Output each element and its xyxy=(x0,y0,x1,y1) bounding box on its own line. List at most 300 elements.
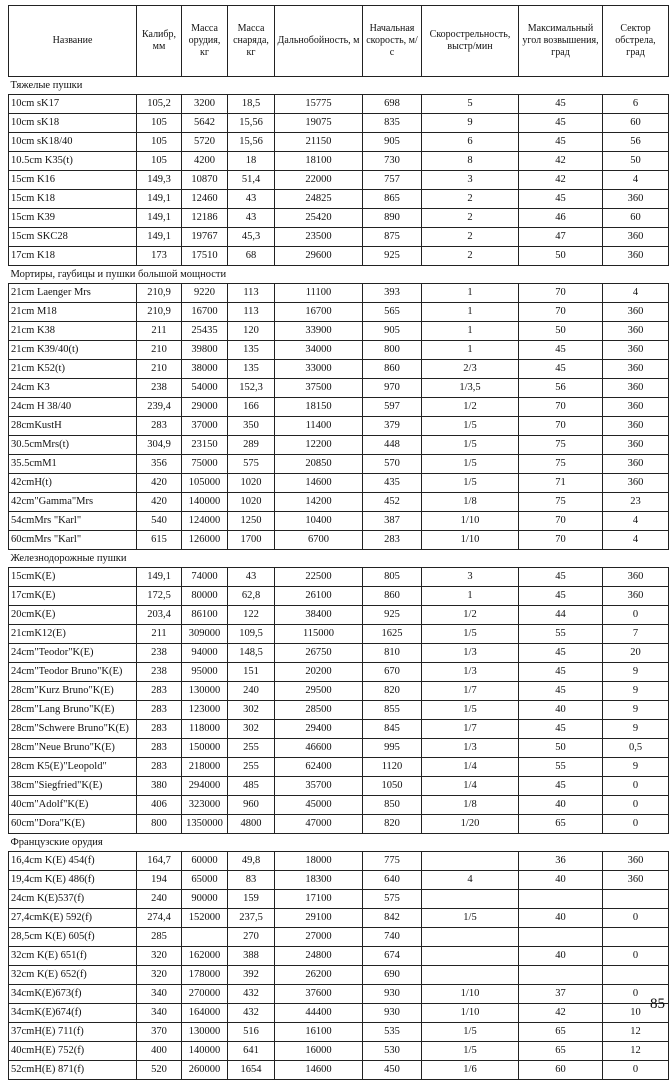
value-cell: 126000 xyxy=(182,531,228,550)
value-cell: 105 xyxy=(137,152,182,171)
value-cell: 820 xyxy=(363,682,422,701)
value-cell: 45 xyxy=(519,682,603,701)
value-cell: 11100 xyxy=(275,284,363,303)
value-cell: 0 xyxy=(603,777,669,796)
value-cell: 9220 xyxy=(182,284,228,303)
value-cell: 25435 xyxy=(182,322,228,341)
value-cell: 1/3 xyxy=(422,663,519,682)
value-cell: 22500 xyxy=(275,568,363,587)
value-cell: 865 xyxy=(363,190,422,209)
value-cell: 835 xyxy=(363,114,422,133)
value-cell: 18 xyxy=(228,152,275,171)
value-cell: 240 xyxy=(228,682,275,701)
table-row xyxy=(9,152,669,171)
value-cell: 2 xyxy=(422,190,519,209)
gun-name-cell: 28,5cm K(E) 605(f) xyxy=(9,928,137,947)
value-cell: 18150 xyxy=(275,398,363,417)
table-row xyxy=(9,474,669,493)
value-cell: 14200 xyxy=(275,493,363,512)
value-cell: 340 xyxy=(137,985,182,1004)
value-cell: 1/20 xyxy=(422,815,519,834)
value-cell: 2/3 xyxy=(422,360,519,379)
gun-name-cell: 17cmK(E) xyxy=(9,587,137,606)
value-cell: 452 xyxy=(363,493,422,512)
gun-name-cell: 21cm K38 xyxy=(9,322,137,341)
value-cell: 890 xyxy=(363,209,422,228)
value-cell: 194 xyxy=(137,871,182,890)
value-cell: 1/5 xyxy=(422,909,519,928)
value-cell: 1/5 xyxy=(422,417,519,436)
value-cell: 43 xyxy=(228,568,275,587)
value-cell: 95000 xyxy=(182,663,228,682)
value-cell: 19767 xyxy=(182,228,228,247)
section-title: Тяжелые пушки xyxy=(9,77,669,95)
value-cell: 17100 xyxy=(275,890,363,909)
value-cell: 14600 xyxy=(275,474,363,493)
value-cell: 44400 xyxy=(275,1004,363,1023)
value-cell: 0 xyxy=(603,606,669,625)
value-cell: 304,9 xyxy=(137,436,182,455)
value-cell: 74000 xyxy=(182,568,228,587)
value-cell: 60000 xyxy=(182,852,228,871)
gun-name-cell: 24cm K(E)537(f) xyxy=(9,890,137,909)
value-cell: 151 xyxy=(228,663,275,682)
page-number: 85 xyxy=(650,996,665,1012)
value-cell xyxy=(182,928,228,947)
value-cell: 1/5 xyxy=(422,436,519,455)
gun-name-cell: 21cm K39/40(t) xyxy=(9,341,137,360)
value-cell xyxy=(422,890,519,909)
value-cell: 16100 xyxy=(275,1023,363,1042)
value-cell: 26200 xyxy=(275,966,363,985)
column-header: Начальная скорость, м/с xyxy=(363,6,422,77)
value-cell: 70 xyxy=(519,417,603,436)
value-cell: 33900 xyxy=(275,322,363,341)
value-cell: 16700 xyxy=(182,303,228,322)
value-cell: 320 xyxy=(137,966,182,985)
value-cell: 1700 xyxy=(228,531,275,550)
table-row xyxy=(9,644,669,663)
value-cell: 56 xyxy=(603,133,669,152)
table-row xyxy=(9,190,669,209)
value-cell: 75000 xyxy=(182,455,228,474)
value-cell: 6700 xyxy=(275,531,363,550)
gun-name-cell: 32cm K(E) 652(f) xyxy=(9,966,137,985)
value-cell: 270000 xyxy=(182,985,228,1004)
value-cell: 159 xyxy=(228,890,275,909)
gun-name-cell: 10cm sK18 xyxy=(9,114,137,133)
table-row xyxy=(9,531,669,550)
table-row xyxy=(9,247,669,266)
value-cell: 118000 xyxy=(182,720,228,739)
value-cell: 149,1 xyxy=(137,209,182,228)
value-cell: 172,5 xyxy=(137,587,182,606)
table-row xyxy=(9,966,669,985)
gun-name-cell: 52cmH(E) 871(f) xyxy=(9,1061,137,1080)
value-cell: 360 xyxy=(603,587,669,606)
table-row xyxy=(9,228,669,247)
value-cell: 149,3 xyxy=(137,171,182,190)
gun-name-cell: 24cm K3 xyxy=(9,379,137,398)
value-cell: 360 xyxy=(603,455,669,474)
value-cell: 65000 xyxy=(182,871,228,890)
value-cell: 930 xyxy=(363,985,422,1004)
gun-name-cell: 37cmH(E) 711(f) xyxy=(9,1023,137,1042)
value-cell: 173 xyxy=(137,247,182,266)
gun-name-cell: 21cmK12(E) xyxy=(9,625,137,644)
value-cell: 60 xyxy=(519,1061,603,1080)
value-cell: 42 xyxy=(519,152,603,171)
table-row xyxy=(9,1004,669,1023)
table-row xyxy=(9,720,669,739)
table-row xyxy=(9,171,669,190)
value-cell: 70 xyxy=(519,303,603,322)
value-cell: 50 xyxy=(519,247,603,266)
value-cell: 2 xyxy=(422,228,519,247)
value-cell: 855 xyxy=(363,701,422,720)
value-cell: 65 xyxy=(519,1042,603,1061)
value-cell: 570 xyxy=(363,455,422,474)
value-cell: 9 xyxy=(422,114,519,133)
value-cell: 18100 xyxy=(275,152,363,171)
value-cell: 37000 xyxy=(182,417,228,436)
value-cell: 283 xyxy=(137,417,182,436)
value-cell: 238 xyxy=(137,663,182,682)
value-cell: 5720 xyxy=(182,133,228,152)
value-cell: 44 xyxy=(519,606,603,625)
value-cell: 356 xyxy=(137,455,182,474)
table-body xyxy=(9,77,669,1080)
value-cell: 115000 xyxy=(275,625,363,644)
value-cell: 400 xyxy=(137,1042,182,1061)
value-cell: 9 xyxy=(603,701,669,720)
value-cell: 850 xyxy=(363,796,422,815)
value-cell: 65 xyxy=(519,1023,603,1042)
value-cell: 15775 xyxy=(275,95,363,114)
value-cell: 860 xyxy=(363,587,422,606)
table-row xyxy=(9,568,669,587)
value-cell: 50 xyxy=(603,152,669,171)
value-cell: 135 xyxy=(228,341,275,360)
value-cell: 845 xyxy=(363,720,422,739)
column-header: Масса снаряда, кг xyxy=(228,6,275,77)
value-cell: 387 xyxy=(363,512,422,531)
value-cell: 535 xyxy=(363,1023,422,1042)
value-cell: 432 xyxy=(228,1004,275,1023)
value-cell: 9 xyxy=(603,682,669,701)
value-cell: 113 xyxy=(228,303,275,322)
value-cell: 45 xyxy=(519,587,603,606)
value-cell: 283 xyxy=(137,720,182,739)
value-cell: 260000 xyxy=(182,1061,228,1080)
value-cell: 12460 xyxy=(182,190,228,209)
value-cell: 29000 xyxy=(182,398,228,417)
value-cell: 1 xyxy=(422,322,519,341)
value-cell: 283 xyxy=(137,758,182,777)
value-cell: 29400 xyxy=(275,720,363,739)
value-cell: 2 xyxy=(422,209,519,228)
value-cell: 1/5 xyxy=(422,474,519,493)
value-cell: 94000 xyxy=(182,644,228,663)
value-cell: 360 xyxy=(603,341,669,360)
table-row xyxy=(9,928,669,947)
value-cell: 47000 xyxy=(275,815,363,834)
value-cell: 75 xyxy=(519,455,603,474)
gun-name-cell: 30.5cmMrs(t) xyxy=(9,436,137,455)
value-cell: 36 xyxy=(519,852,603,871)
value-cell: 1020 xyxy=(228,474,275,493)
gun-name-cell: 17cm K18 xyxy=(9,247,137,266)
value-cell: 70 xyxy=(519,512,603,531)
value-cell: 1050 xyxy=(363,777,422,796)
value-cell: 448 xyxy=(363,436,422,455)
value-cell: 698 xyxy=(363,95,422,114)
gun-name-cell: 10cm sK18/40 xyxy=(9,133,137,152)
table-row xyxy=(9,1061,669,1080)
column-header: Название xyxy=(9,6,137,77)
value-cell: 148,5 xyxy=(228,644,275,663)
value-cell: 1 xyxy=(422,587,519,606)
value-cell xyxy=(519,966,603,985)
table-row xyxy=(9,985,669,1004)
value-cell: 34000 xyxy=(275,341,363,360)
value-cell: 516 xyxy=(228,1023,275,1042)
table-row xyxy=(9,796,669,815)
value-cell: 239,4 xyxy=(137,398,182,417)
value-cell: 123000 xyxy=(182,701,228,720)
value-cell: 210,9 xyxy=(137,303,182,322)
value-cell: 70 xyxy=(519,284,603,303)
table-row xyxy=(9,436,669,455)
gun-name-cell: 60cm"Dora"K(E) xyxy=(9,815,137,834)
value-cell: 152000 xyxy=(182,909,228,928)
table-row xyxy=(9,398,669,417)
value-cell: 75 xyxy=(519,493,603,512)
value-cell: 1/10 xyxy=(422,985,519,1004)
value-cell: 1350000 xyxy=(182,815,228,834)
value-cell: 40 xyxy=(519,909,603,928)
value-cell: 775 xyxy=(363,852,422,871)
table-row xyxy=(9,455,669,474)
value-cell: 70 xyxy=(519,531,603,550)
column-header: Масса орудия, кг xyxy=(182,6,228,77)
value-cell: 45 xyxy=(519,190,603,209)
value-cell: 49,8 xyxy=(228,852,275,871)
value-cell: 46 xyxy=(519,209,603,228)
value-cell: 255 xyxy=(228,758,275,777)
value-cell: 23500 xyxy=(275,228,363,247)
value-cell: 60 xyxy=(603,114,669,133)
gun-name-cell: 28cm"Neue Bruno"K(E) xyxy=(9,739,137,758)
value-cell: 7 xyxy=(603,625,669,644)
value-cell: 0 xyxy=(603,815,669,834)
gun-name-cell: 32cm K(E) 651(f) xyxy=(9,947,137,966)
table-row xyxy=(9,360,669,379)
value-cell: 360 xyxy=(603,852,669,871)
value-cell: 360 xyxy=(603,247,669,266)
value-cell xyxy=(519,890,603,909)
section-row xyxy=(9,77,669,95)
value-cell: 152,3 xyxy=(228,379,275,398)
value-cell: 86100 xyxy=(182,606,228,625)
value-cell: 0 xyxy=(603,909,669,928)
value-cell: 360 xyxy=(603,871,669,890)
gun-name-cell: 54cmMrs "Karl" xyxy=(9,512,137,531)
value-cell: 340 xyxy=(137,1004,182,1023)
value-cell: 1/4 xyxy=(422,758,519,777)
gun-name-cell: 35.5cmM1 xyxy=(9,455,137,474)
value-cell: 1/2 xyxy=(422,398,519,417)
value-cell: 520 xyxy=(137,1061,182,1080)
value-cell: 450 xyxy=(363,1061,422,1080)
value-cell: 597 xyxy=(363,398,422,417)
value-cell: 4800 xyxy=(228,815,275,834)
gun-name-cell: 15cm K18 xyxy=(9,190,137,209)
gun-name-cell: 20cmK(E) xyxy=(9,606,137,625)
value-cell: 0 xyxy=(603,1061,669,1080)
value-cell: 210 xyxy=(137,360,182,379)
value-cell: 55 xyxy=(519,758,603,777)
value-cell: 140000 xyxy=(182,493,228,512)
value-cell xyxy=(519,928,603,947)
value-cell: 23 xyxy=(603,493,669,512)
value-cell: 45 xyxy=(519,720,603,739)
table-row xyxy=(9,815,669,834)
value-cell: 4 xyxy=(422,871,519,890)
value-cell: 1 xyxy=(422,284,519,303)
value-cell: 370 xyxy=(137,1023,182,1042)
table-row xyxy=(9,379,669,398)
value-cell: 70 xyxy=(519,398,603,417)
table-row xyxy=(9,871,669,890)
value-cell: 4 xyxy=(603,171,669,190)
value-cell: 45 xyxy=(519,95,603,114)
value-cell: 9 xyxy=(603,758,669,777)
value-cell: 120 xyxy=(228,322,275,341)
value-cell: 530 xyxy=(363,1042,422,1061)
value-cell: 12186 xyxy=(182,209,228,228)
value-cell: 35700 xyxy=(275,777,363,796)
value-cell: 56 xyxy=(519,379,603,398)
gun-name-cell: 28cm"Lang Bruno"K(E) xyxy=(9,701,137,720)
table-row xyxy=(9,417,669,436)
value-cell: 210,9 xyxy=(137,284,182,303)
value-cell: 62400 xyxy=(275,758,363,777)
value-cell: 149,1 xyxy=(137,568,182,587)
table-row xyxy=(9,1042,669,1061)
column-header: Максимальный угол возвышения, град xyxy=(519,6,603,77)
value-cell: 5642 xyxy=(182,114,228,133)
value-cell: 360 xyxy=(603,360,669,379)
value-cell: 12 xyxy=(603,1023,669,1042)
value-cell xyxy=(603,966,669,985)
header-row xyxy=(9,6,669,77)
value-cell: 14600 xyxy=(275,1061,363,1080)
value-cell: 575 xyxy=(363,890,422,909)
value-cell: 18300 xyxy=(275,871,363,890)
value-cell: 109,5 xyxy=(228,625,275,644)
value-cell: 800 xyxy=(137,815,182,834)
gun-name-cell: 28cm K5(E)"Leopold" xyxy=(9,758,137,777)
column-header: Калибр, мм xyxy=(137,6,182,77)
value-cell: 1/5 xyxy=(422,1023,519,1042)
value-cell: 45 xyxy=(519,663,603,682)
value-cell: 15,56 xyxy=(228,133,275,152)
table-row xyxy=(9,322,669,341)
table-row xyxy=(9,663,669,682)
value-cell: 24800 xyxy=(275,947,363,966)
value-cell: 45 xyxy=(519,777,603,796)
gun-name-cell: 24cm"Teodor Bruno"K(E) xyxy=(9,663,137,682)
value-cell: 4 xyxy=(603,284,669,303)
value-cell: 285 xyxy=(137,928,182,947)
value-cell: 1/5 xyxy=(422,455,519,474)
value-cell: 65 xyxy=(519,815,603,834)
value-cell: 45 xyxy=(519,133,603,152)
column-header: Сектор обстрела, град xyxy=(603,6,669,77)
value-cell: 0,5 xyxy=(603,739,669,758)
value-cell: 360 xyxy=(603,398,669,417)
value-cell: 970 xyxy=(363,379,422,398)
value-cell: 43 xyxy=(228,190,275,209)
value-cell: 45 xyxy=(519,114,603,133)
value-cell: 16000 xyxy=(275,1042,363,1061)
value-cell: 690 xyxy=(363,966,422,985)
value-cell: 842 xyxy=(363,909,422,928)
gun-name-cell: 24cm H 38/40 xyxy=(9,398,137,417)
value-cell: 51,4 xyxy=(228,171,275,190)
value-cell: 925 xyxy=(363,606,422,625)
value-cell: 274,4 xyxy=(137,909,182,928)
value-cell: 1250 xyxy=(228,512,275,531)
value-cell: 45 xyxy=(519,360,603,379)
value-cell: 1/5 xyxy=(422,1042,519,1061)
gun-name-cell: 10cm sK17 xyxy=(9,95,137,114)
value-cell: 1020 xyxy=(228,493,275,512)
value-cell: 615 xyxy=(137,531,182,550)
table-row xyxy=(9,284,669,303)
value-cell: 485 xyxy=(228,777,275,796)
gun-name-cell: 42cm"Gamma"Mrs xyxy=(9,493,137,512)
value-cell: 45,3 xyxy=(228,228,275,247)
value-cell: 1654 xyxy=(228,1061,275,1080)
value-cell: 360 xyxy=(603,417,669,436)
value-cell: 55 xyxy=(519,625,603,644)
value-cell: 27000 xyxy=(275,928,363,947)
value-cell: 105 xyxy=(137,133,182,152)
value-cell: 740 xyxy=(363,928,422,947)
value-cell: 800 xyxy=(363,341,422,360)
value-cell: 1 xyxy=(422,341,519,360)
value-cell: 8 xyxy=(422,152,519,171)
value-cell: 255 xyxy=(228,739,275,758)
table-row xyxy=(9,512,669,531)
value-cell: 15,56 xyxy=(228,114,275,133)
value-cell: 130000 xyxy=(182,1023,228,1042)
value-cell: 1/10 xyxy=(422,1004,519,1023)
value-cell: 283 xyxy=(137,682,182,701)
value-cell: 1/4 xyxy=(422,777,519,796)
value-cell: 6 xyxy=(422,133,519,152)
value-cell: 45000 xyxy=(275,796,363,815)
value-cell: 995 xyxy=(363,739,422,758)
value-cell: 10870 xyxy=(182,171,228,190)
value-cell: 3200 xyxy=(182,95,228,114)
value-cell: 9 xyxy=(603,663,669,682)
table-row xyxy=(9,303,669,322)
value-cell: 360 xyxy=(603,568,669,587)
value-cell: 380 xyxy=(137,777,182,796)
